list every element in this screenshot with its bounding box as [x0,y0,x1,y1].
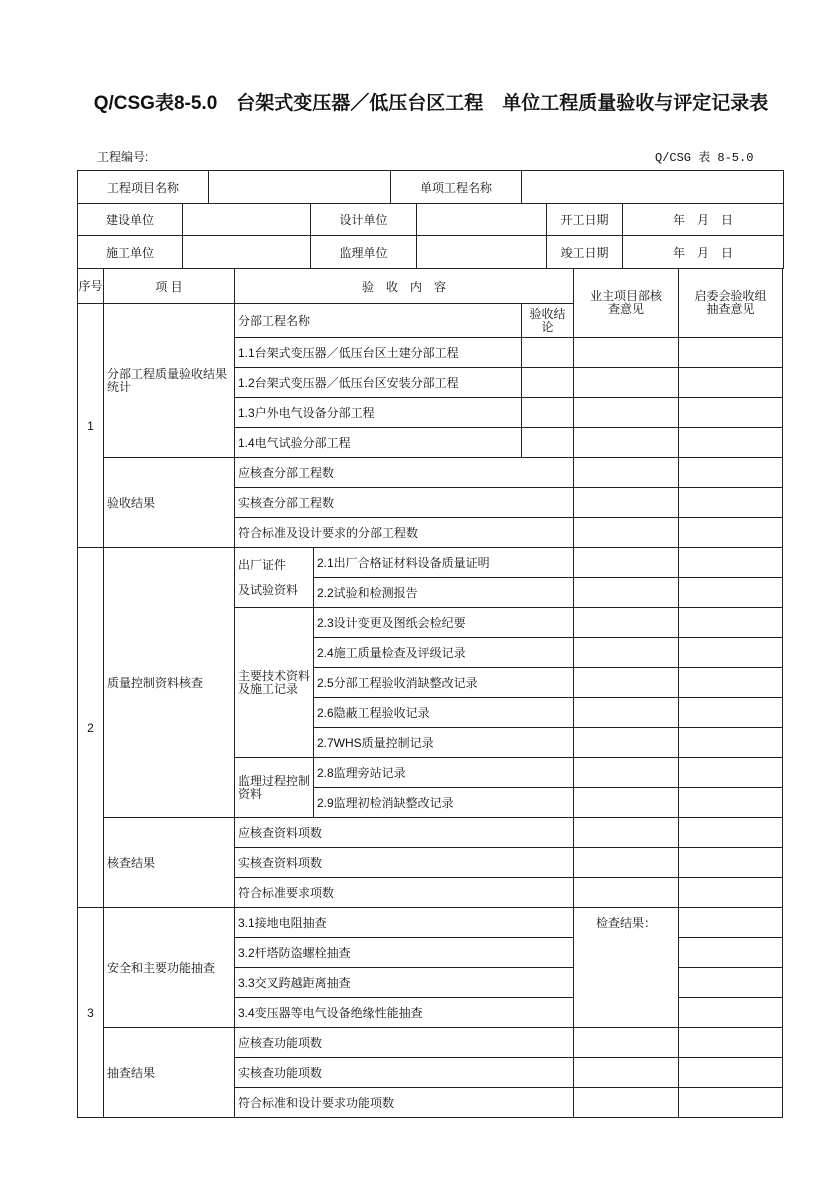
owner-cell[interactable] [574,728,679,758]
row-label: 实核查资料项数 [235,848,574,878]
form-code: Q/CSG 表 8-5.0 [655,151,754,165]
row-label: 2.8监理旁站记录 [314,758,574,788]
acceptance-table [77,269,783,1118]
committee-cell[interactable] [679,758,783,788]
start-date-label: 开工日期 [547,203,623,236]
section1-item: 分部工程质量验收结果统计 [104,304,235,458]
committee-cell[interactable] [679,878,783,908]
single-project-field[interactable] [522,171,784,204]
completion-date-label: 竣工日期 [547,236,623,269]
committee-cell[interactable] [679,368,783,398]
owner-cell[interactable] [574,698,679,728]
committee-cell[interactable] [679,1088,783,1118]
col-committee-header: 启委会验收组抽查意见 [679,269,783,338]
header-table-1 [77,170,784,204]
row-label: 1.3户外电气设备分部工程 [235,398,522,428]
owner-cell[interactable] [574,758,679,788]
section1-seq: 1 [78,304,104,548]
row-label: 符合标准及设计要求的分部工程数 [235,518,574,548]
owner-cell[interactable] [574,518,679,548]
page-title: Q/CSG表8-5.0 台架式变压器／低压台区工程 单位工程质量验收与评定记录表 [93,93,769,114]
section2-group3: 监理过程控制资料 [235,758,314,818]
committee-cell[interactable] [679,518,783,548]
design-unit-label: 设计单位 [311,203,417,236]
table-row [78,458,783,488]
section1-result-label: 验收结果 [104,458,235,548]
committee-cell[interactable] [679,338,783,368]
row-label: 2.4施工质量检查及评级记录 [314,638,574,668]
owner-cell[interactable] [574,608,679,638]
owner-cell[interactable] [574,368,679,398]
committee-cell[interactable] [679,818,783,848]
completion-date-field[interactable]: 年 月 日 [623,236,784,269]
section3-seq: 3 [78,908,104,1118]
row-label: 2.6隐蔽工程验收记录 [314,698,574,728]
committee-cell[interactable] [679,488,783,518]
builder-unit-field[interactable] [183,236,311,269]
owner-cell[interactable] [574,668,679,698]
row-label: 符合标准要求项数 [235,878,574,908]
construction-unit-field[interactable] [183,203,311,236]
row-label: 应核查资料项数 [235,818,574,848]
col-seq-header: 序号 [78,269,104,304]
committee-cell[interactable] [679,548,783,578]
col-content-header: 验 收 内 容 [235,269,574,304]
group1-line2: 及试验资料 [238,582,299,597]
row-label: 1.2台架式变压器／低压台区安装分部工程 [235,368,522,398]
row-label: 3.4变压器等电气设备绝缘性能抽查 [235,998,574,1028]
single-project-label: 单项工程名称 [391,171,522,204]
row-label: 1.1台架式变压器／低压台区土建分部工程 [235,338,522,368]
owner-cell[interactable] [574,1088,679,1118]
owner-cell[interactable] [574,878,679,908]
owner-cell[interactable] [574,428,679,458]
project-code-label: 工程编号: [97,150,149,164]
owner-cell[interactable] [574,848,679,878]
committee-cell[interactable] [679,638,783,668]
table-row [78,818,783,848]
row-label: 实核查分部工程数 [235,488,574,518]
row-label: 1.4电气试验分部工程 [235,428,522,458]
committee-cell[interactable] [679,458,783,488]
header-table-2 [77,203,784,269]
row-label: 应核查功能项数 [235,1028,574,1058]
owner-cell[interactable] [574,638,679,668]
committee-cell[interactable] [679,428,783,458]
row-label: 应核查分部工程数 [235,458,574,488]
committee-cell[interactable] [679,848,783,878]
section2-item: 质量控制资料核查 [104,548,235,818]
committee-cell[interactable] [679,608,783,638]
table-row [78,548,783,578]
section2-seq: 2 [78,548,104,908]
owner-cell[interactable] [574,398,679,428]
owner-cell[interactable] [574,488,679,518]
conclusion-cell[interactable] [522,398,574,428]
supervision-unit-field[interactable] [417,236,547,269]
section2-group1 [235,548,314,608]
supervision-unit-label: 监理单位 [311,236,417,269]
owner-cell[interactable] [574,578,679,608]
section2-result-label: 核查结果 [104,818,235,908]
owner-cell[interactable] [574,338,679,368]
committee-cell[interactable] [679,668,783,698]
col-item-header: 项 目 [104,269,235,304]
row-label: 2.7WHS质量控制记录 [314,728,574,758]
check-result-cell[interactable]: 检查结果： [574,908,679,1028]
owner-cell[interactable] [574,548,679,578]
row-label: 3.2杆塔防盗螺栓抽查 [235,938,574,968]
row-label: 符合标准和设计要求功能项数 [235,1088,574,1118]
conclusion-header: 验收结论 [522,304,574,338]
row-label: 2.9监理初检消缺整改记录 [314,788,574,818]
owner-cell[interactable] [574,1058,679,1088]
col-owner-header: 业主项目部核查意见 [574,269,679,338]
owner-cell[interactable] [574,818,679,848]
sub-name-header: 分部工程名称 [235,304,522,338]
row-label: 实核查功能项数 [235,1058,574,1088]
committee-cell[interactable] [679,908,783,938]
committee-cell[interactable] [679,578,783,608]
row-label: 3.1接地电阻抽查 [235,908,574,938]
committee-cell[interactable] [679,968,783,998]
section2-group2: 主要技术资料及施工记录 [235,608,314,758]
conclusion-cell[interactable] [522,428,574,458]
project-name-label: 工程项目名称 [78,171,209,204]
project-name-field[interactable] [209,171,391,204]
committee-cell[interactable] [679,728,783,758]
owner-cell[interactable] [574,458,679,488]
committee-cell[interactable] [679,998,783,1028]
row-label: 2.2试验和检测报告 [314,578,574,608]
group1-line1: 出厂证件 [238,557,287,572]
section3-result-label: 抽查结果 [104,1028,235,1118]
design-unit-field[interactable] [417,203,547,236]
table-row [78,908,783,938]
table-row [78,1028,783,1058]
committee-cell[interactable] [679,1028,783,1058]
committee-cell[interactable] [679,1058,783,1088]
row-label: 2.5分部工程验收消缺整改记录 [314,668,574,698]
construction-unit-label: 建设单位 [78,203,183,236]
committee-cell[interactable] [679,938,783,968]
owner-cell[interactable] [574,1028,679,1058]
row-label: 2.1出厂合格证材料设备质量证明 [314,548,574,578]
committee-cell[interactable] [679,788,783,818]
start-date-field[interactable]: 年 月 日 [623,203,784,236]
row-label: 2.3设计变更及图纸会检纪要 [314,608,574,638]
section3-item: 安全和主要功能抽查 [104,908,235,1028]
row-label: 3.3交叉跨越距离抽查 [235,968,574,998]
conclusion-cell[interactable] [522,338,574,368]
committee-cell[interactable] [679,398,783,428]
owner-cell[interactable] [574,788,679,818]
builder-unit-label: 施工单位 [78,236,183,269]
conclusion-cell[interactable] [522,368,574,398]
committee-cell[interactable] [679,698,783,728]
